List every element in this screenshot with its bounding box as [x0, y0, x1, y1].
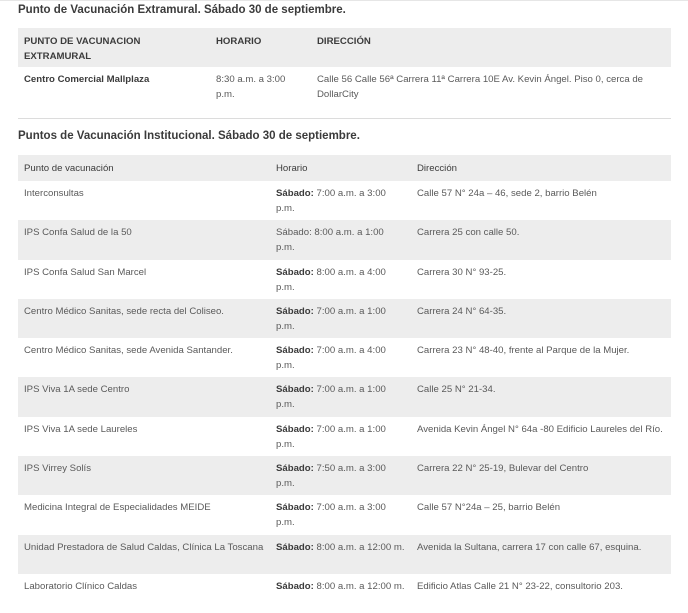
schedule-day: Sábado:	[276, 502, 314, 514]
address-cell: Calle 57 N° 24a – 46, sede 2, barrio Belén	[417, 188, 597, 199]
address-cell: Avenida Kevin Ángel N° 64a -80 Edificio Laureles del Río.	[417, 423, 663, 435]
table-row	[18, 574, 671, 613]
place-cell: Centro Médico Sanitas, sede Avenida Santander.	[24, 345, 233, 357]
table-row	[18, 220, 671, 259]
schedule-cell	[270, 338, 411, 377]
institucional-section-title: Puntos de Vacunación Institucional. Sábado 30 de septiembre.	[18, 130, 360, 142]
place-cell: Medicina Integral de Especialidades MEIDE	[24, 502, 211, 514]
extramural-header-row	[18, 28, 671, 67]
address-cell: Carrera 23 N° 48-40, frente al Parque de la Mujer.	[417, 345, 630, 357]
schedule-day: Sábado:	[276, 188, 314, 199]
header-horario: HORARIO	[216, 36, 262, 47]
header-punto: Punto de vacunación	[24, 163, 114, 174]
place-cell: Centro Comercial Mallplaza	[24, 74, 150, 85]
schedule-time: 8:00 a.m. a 4:00 p.m.	[276, 266, 386, 293]
schedule-time: 7:00 a.m. a 1:00 p.m.	[276, 384, 386, 411]
address-cell: Carrera 30 N° 93-25.	[417, 266, 507, 278]
schedule-time: 7:50 a.m. a 3:00 p.m.	[276, 463, 386, 490]
address-cell: Calle 56 Calle 56ª Carrera 11ª Carrera 10E Av. Kevin Ángel. Piso 0, cerca de DollarCity	[317, 74, 643, 100]
schedule-day: Sábado:	[276, 580, 314, 592]
institucional-header-row	[18, 155, 671, 181]
schedule-time: 7:00 a.m. a 4:00 p.m.	[276, 345, 386, 372]
schedule-day: Sábado:	[276, 423, 314, 435]
address-cell: Carrera 24 N° 64-35.	[417, 305, 507, 317]
schedule-day: Sábado:	[276, 266, 314, 278]
place-cell: Interconsultas	[24, 188, 84, 199]
address-cell: Calle 25 N° 21-34.	[417, 384, 496, 396]
schedule-cell	[270, 574, 411, 613]
table-row	[18, 260, 671, 299]
table-row	[18, 338, 671, 377]
schedule-cell	[270, 260, 411, 299]
schedule-time: 7:00 a.m. a 3:00 p.m.	[276, 188, 386, 214]
address-cell: Edificio Atlas Calle 21 N° 23-22, consultorio 203.	[417, 580, 623, 592]
top-divider	[0, 0, 688, 1]
schedule-cell	[270, 456, 411, 495]
schedule-cell	[270, 417, 411, 456]
table-row	[18, 495, 671, 534]
table-row	[18, 456, 671, 495]
table-row	[18, 535, 671, 574]
schedule-cell	[270, 495, 411, 534]
place-cell: Laboratorio Clínico Caldas	[24, 580, 138, 592]
section-divider	[18, 118, 671, 119]
schedule-time: 7:00 a.m. a 1:00 p.m.	[276, 305, 386, 332]
schedule-cell	[270, 299, 411, 338]
address-cell: Carrera 22 N° 25-19, Bulevar del Centro	[417, 463, 589, 475]
address-cell: Calle 57 N°24a – 25, barrio Belén	[417, 502, 561, 514]
table-row	[18, 299, 671, 338]
address-cell: Avenida la Sultana, carrera 17 con calle 67, esquina.	[417, 541, 642, 553]
extramural-section-title: Punto de Vacunación Extramural. Sábado 30 de septiembre.	[18, 4, 346, 16]
schedule-day: Sábado:	[276, 345, 314, 357]
schedule-day: Sábado:	[276, 384, 314, 396]
header-horario: Horario	[276, 163, 308, 174]
address-cell: Carrera 25 con calle 50.	[417, 227, 520, 239]
place-cell: IPS Virrey Solís	[24, 463, 92, 475]
schedule-cell	[270, 220, 411, 259]
schedule-day: Sábado:	[276, 541, 314, 553]
place-cell: IPS Confa Salud San Marcel	[24, 266, 147, 278]
schedule-day: Sábado:	[276, 463, 314, 475]
table-row	[18, 377, 671, 416]
schedule-time: 8:00 a.m. a 12:00 m.	[313, 580, 405, 592]
schedule-time: 7:00 a.m. a 3:00 p.m.	[276, 502, 386, 529]
schedule-time: Sábado: 8:00 a.m. a 1:00 p.m.	[276, 227, 384, 254]
header-direccion: DIRECCIÓN	[317, 36, 371, 47]
header-punto: PUNTO DE VACUNACION EXTRAMURAL	[24, 36, 141, 62]
schedule-cell: 8:30 a.m. a 3:00 p.m.	[216, 74, 286, 100]
schedule-cell	[270, 535, 411, 574]
place-cell: IPS Viva 1A sede Centro	[24, 384, 130, 396]
table-row	[18, 67, 671, 113]
schedule-time: 8:00 a.m. a 12:00 m.	[313, 541, 405, 553]
place-cell: IPS Confa Salud de la 50	[24, 227, 132, 239]
schedule-cell	[270, 377, 411, 416]
extramural-table	[18, 28, 671, 113]
place-cell: Centro Médico Sanitas, sede recta del Coliseo.	[24, 305, 224, 317]
place-cell: IPS Viva 1A sede Laureles	[24, 423, 138, 435]
table-row	[18, 181, 671, 220]
schedule-time: 7:00 a.m. a 1:00 p.m.	[276, 423, 386, 450]
schedule-day: Sábado:	[276, 305, 314, 317]
place-cell: Unidad Prestadora de Salud Caldas, Clínica La Toscana	[24, 541, 264, 553]
header-direccion: Dirección	[417, 163, 457, 174]
table-row	[18, 417, 671, 456]
schedule-cell	[270, 181, 411, 220]
institucional-table	[18, 155, 671, 613]
